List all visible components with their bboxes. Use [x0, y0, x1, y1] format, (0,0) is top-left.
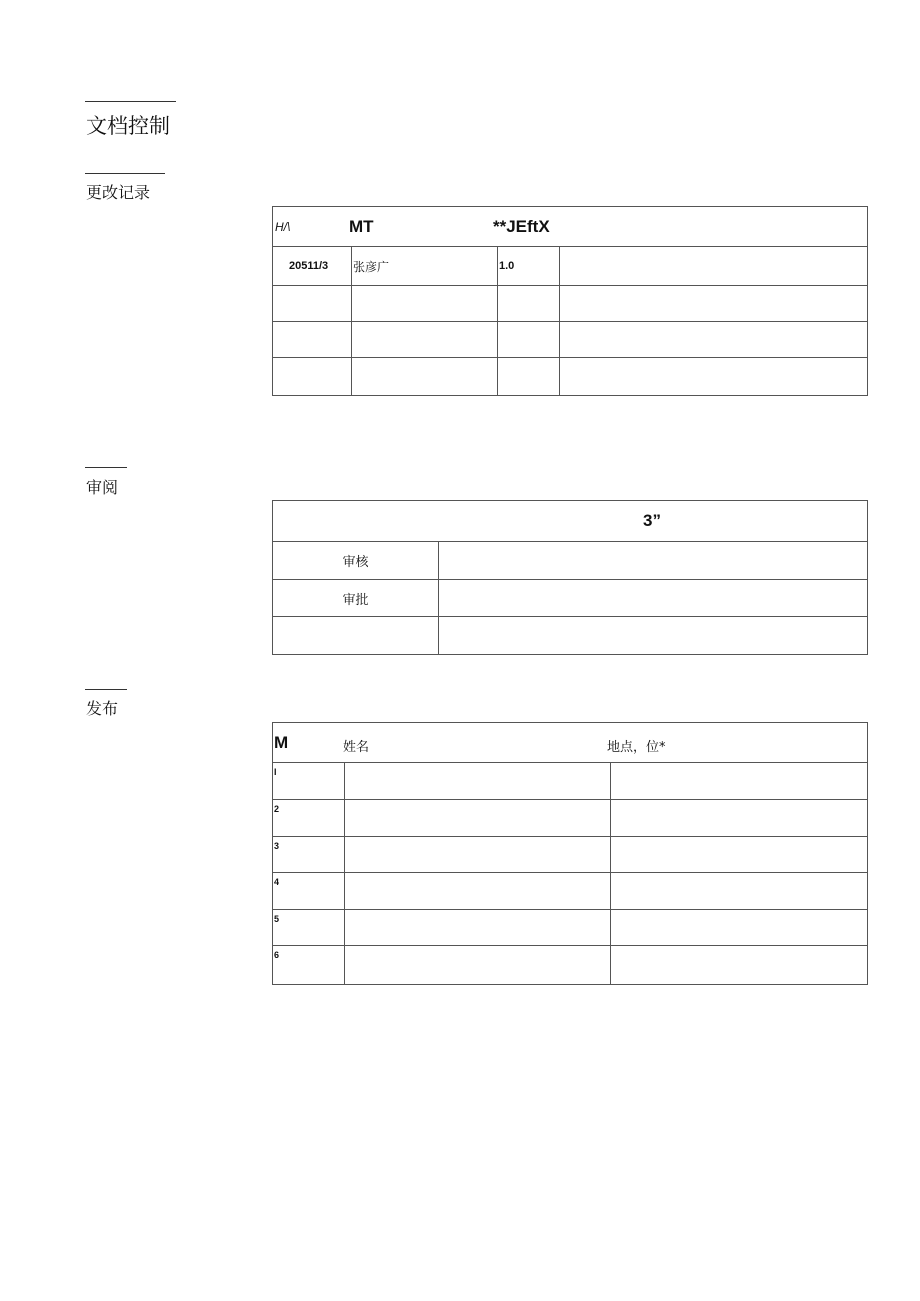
page-title: 文档控制	[86, 114, 170, 138]
change-log-col-version: **JEftX	[493, 217, 550, 236]
release-row-number: I	[273, 763, 345, 800]
release-cell-location	[611, 763, 868, 800]
release-cell-name	[345, 837, 611, 873]
review-role-label	[273, 617, 439, 655]
release-cell-name	[345, 800, 611, 837]
review-role-value	[439, 617, 868, 655]
change-log-cell	[273, 322, 352, 358]
table-row	[273, 910, 868, 946]
release-row-number: 4	[273, 873, 345, 910]
change-log-cell	[352, 358, 498, 396]
title-rule	[85, 101, 176, 102]
change-log-header-cell	[273, 207, 868, 247]
release-cell-location	[611, 946, 868, 985]
change-log-cell	[498, 286, 560, 322]
table-row	[273, 542, 868, 580]
change-log-cell-version: 1.0	[498, 247, 560, 286]
release-row-number: 5	[273, 910, 345, 946]
change-log-heading: 更改记录	[86, 183, 151, 202]
release-col-location: 地点，位*	[607, 740, 666, 755]
review-role-label: 审核	[273, 542, 439, 580]
change-log-cell-author: 张彦广	[352, 247, 498, 286]
release-cell-location	[611, 910, 868, 946]
change-log-cell-notes	[560, 247, 868, 286]
table-row	[273, 358, 868, 396]
release-cell-location	[611, 873, 868, 910]
review-heading: 审阅	[86, 478, 119, 497]
release-col-name: 姓名	[343, 740, 370, 755]
release-cell-name	[345, 873, 611, 910]
release-cell-name	[345, 763, 611, 800]
table-row	[273, 837, 868, 873]
change-log-cell	[352, 286, 498, 322]
review-table	[272, 500, 868, 655]
table-row	[273, 763, 868, 800]
release-cell-location	[611, 800, 868, 837]
table-row	[273, 873, 868, 910]
change-log-cell	[560, 322, 868, 358]
review-role-label: 审批	[273, 580, 439, 617]
release-cell-name	[345, 910, 611, 946]
table-row	[273, 286, 868, 322]
change-log-cell	[352, 322, 498, 358]
change-log-cell	[273, 286, 352, 322]
review-rule	[85, 467, 127, 468]
release-header-cell	[273, 723, 868, 763]
change-log-col-author: MT	[349, 217, 374, 236]
table-row	[273, 617, 868, 655]
table-row	[273, 800, 868, 837]
change-log-rule	[85, 173, 165, 174]
table-row	[273, 580, 868, 617]
table-row	[273, 322, 868, 358]
table-row	[273, 946, 868, 985]
release-row-number: 3	[273, 837, 345, 873]
change-log-cell	[560, 286, 868, 322]
review-header-row	[273, 501, 868, 542]
release-rule	[85, 689, 127, 690]
change-log-table	[272, 206, 868, 396]
change-log-cell	[560, 358, 868, 396]
release-cell-location	[611, 837, 868, 873]
change-log-cell-date: 20511/3	[273, 247, 352, 286]
release-heading: 发布	[86, 699, 119, 718]
review-role-value	[439, 542, 868, 580]
table-row	[273, 247, 868, 286]
release-table	[272, 722, 868, 985]
change-log-cell	[273, 358, 352, 396]
release-col-number: M	[274, 733, 289, 752]
release-row-number: 2	[273, 800, 345, 837]
review-header-cell: 3”	[273, 501, 868, 542]
change-log-cell	[498, 322, 560, 358]
release-cell-name	[345, 946, 611, 985]
change-log-cell	[498, 358, 560, 396]
change-log-col-date: H/\	[275, 220, 291, 234]
release-row-number: 6	[273, 946, 345, 985]
review-role-value	[439, 580, 868, 617]
change-log-header-row	[273, 207, 868, 247]
release-header-row	[273, 723, 868, 763]
